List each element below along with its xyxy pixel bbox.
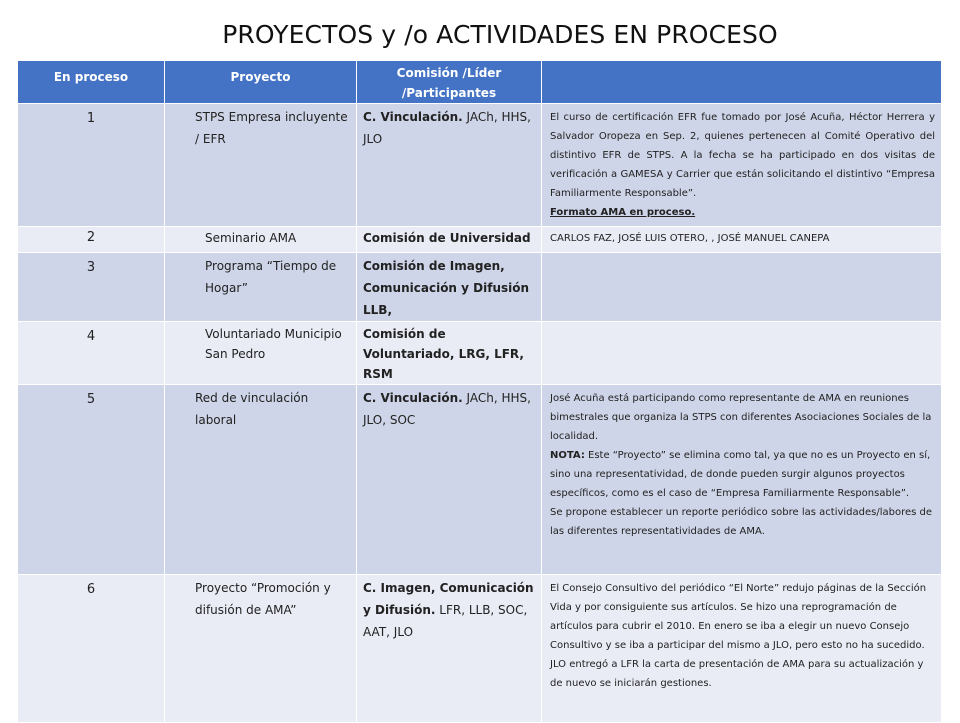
commission: Comisión de Imagen, Comunicación y Difusión LLB,: [357, 253, 542, 322]
table-row: [18, 227, 942, 253]
row-number: 1: [18, 104, 165, 227]
details: El Consejo Consultivo del periódico “El Norte” redujo páginas de la Sección Vida y por consiguiente sus artículos. Se hizo una reprogramación de artículos para cubrir el 2010. En enero se iba a elegir un nuevo Consejo Consultivo y se iba a participar del mismo a JLO, pero esto no ha sucedido. JLO entregó a LFR la carta de presentación de AMA para su actualización y de nuevo se iniciarán gestiones.: [542, 575, 942, 723]
table-row: [18, 575, 942, 723]
header-comision: Comisión /Líder /Participantes: [357, 61, 542, 104]
row-number: 3: [18, 253, 165, 322]
row-number: 6: [18, 575, 165, 723]
commission: Comisión de Universidad: [357, 227, 542, 253]
commission: Comisión de Voluntariado, LRG, LFR, RSM: [357, 322, 542, 385]
details-note: Este “Proyecto” se elimina como tal, ya que no es un Proyecto en sí, sino una representatividad, de donde pueden surgir algunos proyectos específicos, como es el caso de “Empresa Familiarmente Responsable”.: [550, 450, 931, 499]
projects-table: [17, 60, 942, 723]
commission: C. Imagen, Comunicación y Difusión. LFR, LLB, SOC, AAT, JLO: [357, 575, 542, 723]
header-detalle: [542, 61, 942, 104]
project-name: Programa “Tiempo de Hogar”: [165, 253, 357, 322]
details: [542, 104, 942, 227]
details: CARLOS FAZ, JOSÉ LUIS OTERO, , JOSÉ MANUEL CANEPA: [542, 227, 942, 253]
project-name: Voluntariado Municipio San Pedro: [165, 322, 357, 385]
details: [542, 385, 942, 575]
row-number: 5: [18, 385, 165, 575]
row-number: 4: [18, 322, 165, 385]
table-header-row: [18, 61, 942, 104]
row-number: 2: [18, 227, 165, 253]
project-name: Seminario AMA: [165, 227, 357, 253]
commission: C. Vinculación. JACh, HHS, JLO, SOC: [357, 385, 542, 575]
table-row: [18, 322, 942, 385]
project-name: Proyecto “Promoción y difusión de AMA”: [165, 575, 357, 723]
details-text: El curso de certificación EFR fue tomado por José Acuña, Héctor Herrera y Salvador Oropeza en Sep. 2, quienes pertenecen al Comité Operativo del distintivo EFR de STPS. A la fecha se ha participado en dos visitas de verificación a GAMESA y Carrier que están solicitando el distintivo “Empresa Familiarmente Responsable”.: [550, 112, 935, 199]
project-name: STPS Empresa incluyente / EFR: [165, 104, 357, 227]
details-note-label: NOTA:: [550, 450, 585, 461]
table-row: [18, 104, 942, 227]
commission: C. Vinculación. JACh, HHS, JLO: [357, 104, 542, 227]
details: [542, 322, 942, 385]
table-row: [18, 385, 942, 575]
header-proyecto: Proyecto: [165, 61, 357, 104]
details: [542, 253, 942, 322]
header-en-proceso: En proceso: [18, 61, 165, 104]
details-proposal: Se propone establecer un reporte periódico sobre las actividades/labores de las diferentes representatividades de AMA.: [550, 507, 933, 537]
details-intro: José Acuña está participando como representante de AMA en reuniones bimestrales que organiza la STPS con diferentes Asociaciones Sociales de la localidad.: [550, 393, 932, 442]
project-name: Red de vinculación laboral: [165, 385, 357, 575]
slide-title: PROYECTOS y /o ACTIVIDADES EN PROCESO: [222, 20, 778, 49]
table-row: [18, 253, 942, 322]
details-status: Formato AMA en proceso.: [550, 207, 696, 218]
